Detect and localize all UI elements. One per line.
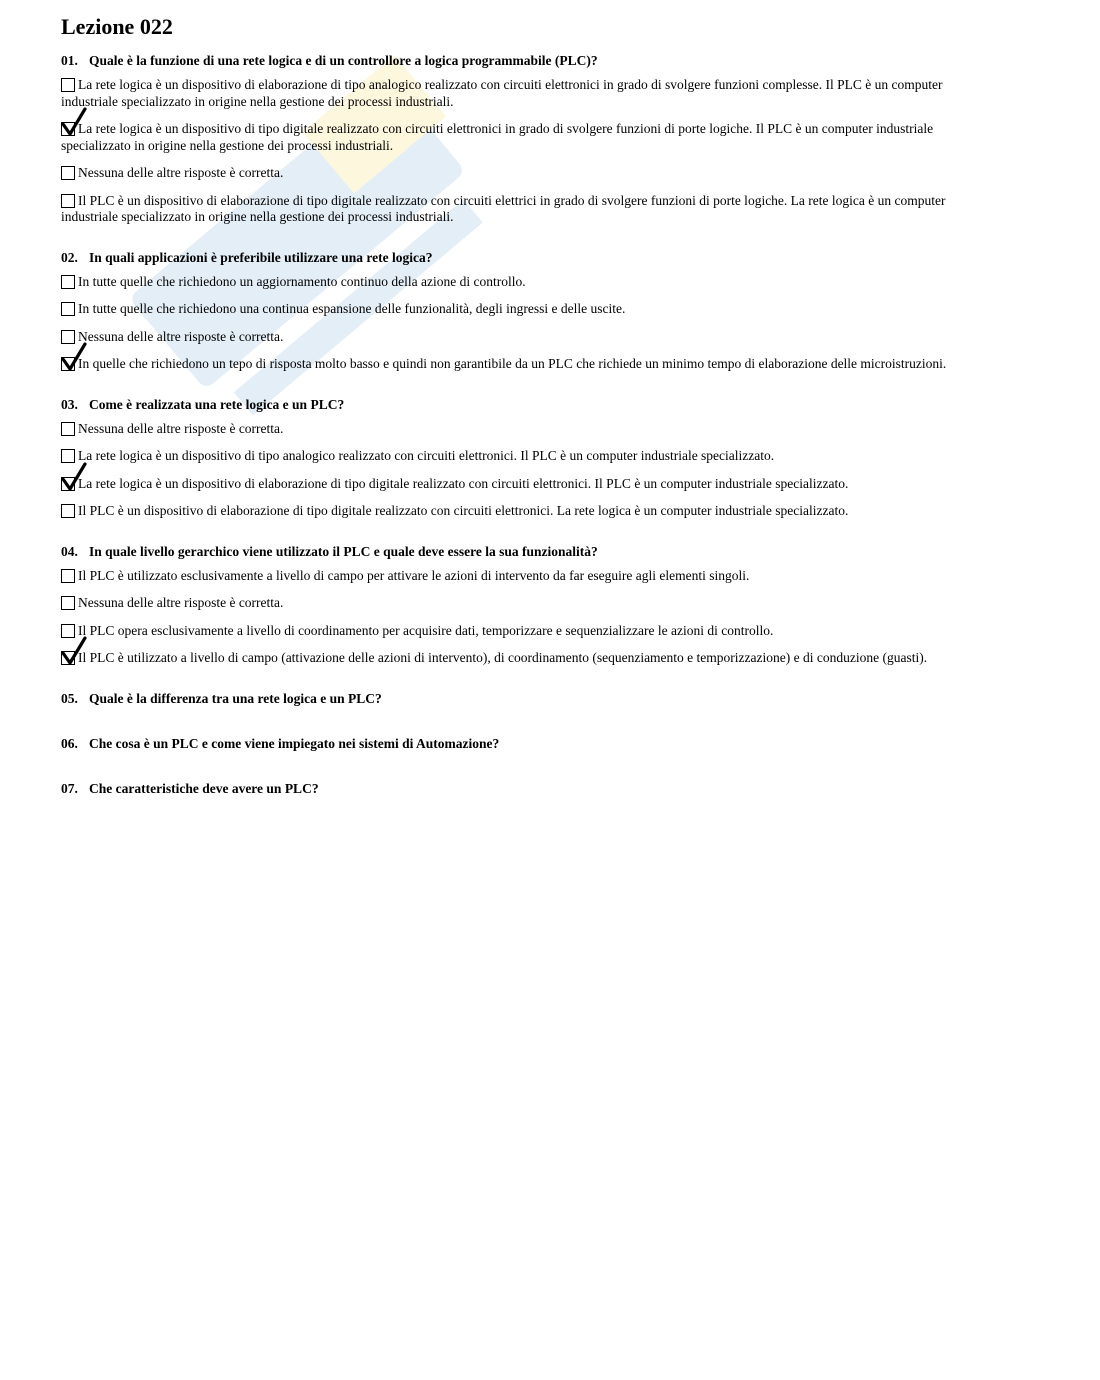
open-question [61, 690, 1061, 708]
question-heading [61, 249, 1061, 267]
question-heading [61, 543, 1061, 561]
answer-option [61, 568, 996, 585]
answer-text: Nessuna delle altre risposte è corretta. [78, 328, 284, 344]
answer-option [61, 301, 996, 318]
question-text: Come è realizzata una rete logica e un PLC? [89, 396, 345, 412]
question-block [61, 249, 1061, 396]
answer-text: Nessuna delle altre risposte è corretta. [78, 420, 284, 436]
question-block [61, 396, 1061, 543]
answer-checkbox[interactable] [61, 569, 75, 583]
answer-option [61, 595, 996, 612]
answer-checkbox-checked[interactable] [61, 477, 75, 491]
answer-option [61, 421, 996, 438]
answer-option [61, 193, 996, 226]
question-text: Quale è la funzione di una rete logica e di un controllore a logica programmabile (PLC)? [89, 53, 598, 68]
question-number: 03. [61, 396, 78, 412]
question-text: Che caratteristiche deve avere un PLC? [89, 780, 319, 796]
question-block [61, 52, 1061, 249]
answer-text: In quelle che richiedono un tepo di risposta molto basso e quindi non garantibile da un PLC che richiede un minimo tempo di elaborazione delle microistruzioni. [78, 356, 947, 371]
answer-checkbox-checked[interactable] [61, 122, 75, 136]
answer-checkbox[interactable] [61, 166, 75, 180]
answer-text: Il PLC è utilizzato esclusivamente a livello di campo per attivare le azioni di intervento da far eseguire agli elementi singoli. [78, 567, 750, 583]
checkmark-icon [60, 342, 88, 372]
question-list [61, 52, 1061, 690]
question-text: In quali applicazioni è preferibile utilizzare una rete logica? [89, 249, 433, 265]
question-spacer [61, 384, 1061, 396]
answer-text: La rete logica è un dispositivo di tipo digitale realizzato con circuiti elettronici in grado di svolgere funzioni di porte logiche. Il PLC è un computer industriale specializzato in origine nella gestione dei processi industriali. [61, 121, 934, 153]
answer-text: In tutte quelle che richiedono una continua espansione delle funzionalità, degli ingressi e delle uscite. [78, 301, 626, 316]
question-heading [61, 396, 1061, 414]
answer-option [61, 503, 996, 520]
question-number: 02. [61, 249, 78, 265]
answer-checkbox[interactable] [61, 194, 75, 208]
answer-checkbox[interactable] [61, 422, 75, 436]
answer-checkbox-checked[interactable] [61, 651, 75, 665]
answer-option [61, 448, 996, 465]
answer-option [61, 77, 996, 110]
answer-option [61, 623, 996, 640]
document-page [61, 12, 1061, 825]
page-title: Lezione 022 [61, 14, 173, 39]
answer-checkbox-checked[interactable] [61, 357, 75, 371]
answer-text: Nessuna delle altre risposte è corretta. [78, 595, 284, 610]
checkmark-icon [60, 462, 88, 492]
checkmark-icon [60, 107, 88, 137]
answer-option [61, 476, 996, 493]
question-text: In quale livello gerarchico viene utilizzato il PLC e quale deve essere la sua funzionalità? [89, 543, 598, 559]
answer-option [61, 165, 996, 182]
answer-checkbox[interactable] [61, 596, 75, 610]
question-spacer [61, 237, 1061, 249]
open-question-list [61, 690, 1061, 798]
answer-text: Nessuna delle altre risposte è corretta. [78, 165, 284, 180]
question-number: 05. [61, 690, 78, 706]
answer-text: In tutte quelle che richiedono un aggiornamento continuo della azione di controllo. [78, 273, 526, 289]
answer-option [61, 274, 996, 291]
answer-checkbox[interactable] [61, 302, 75, 316]
answer-text: Il PLC è un dispositivo di elaborazione di tipo digitale realizzato con circuiti elettrici in grado di svolgere funzioni di porte logiche. La rete logica è un computer industriale specializzato in origine nella gestione dei processi industriali. [61, 192, 946, 224]
question-number: 04. [61, 543, 78, 559]
question-spacer [61, 678, 1061, 690]
question-text: Che cosa è un PLC e come viene impiegato nei sistemi di Automazione? [89, 735, 500, 751]
answer-text: Il PLC è utilizzato a livello di campo (attivazione delle azioni di intervento), di coordinamento (sequenziamento e temporizzazione) e di conduzione (guasti). [78, 650, 928, 665]
question-spacer [61, 531, 1061, 543]
open-question [61, 780, 1061, 798]
question-block [61, 543, 1061, 690]
answer-text: La rete logica è un dispositivo di elaborazione di tipo analogico realizzato con circuiti elettronici in grado di svolgere funzioni complesse. Il PLC è un computer industriale specializzato in origine nella gestione dei processi industriali. [61, 77, 943, 109]
question-number: 01. [61, 53, 78, 68]
answer-checkbox[interactable] [61, 275, 75, 289]
open-question [61, 735, 1061, 753]
answer-checkbox[interactable] [61, 504, 75, 518]
question-number: 06. [61, 735, 78, 751]
answer-text: La rete logica è un dispositivo di tipo analogico realizzato con circuiti elettronici. Il PLC è un computer industriale specializzato. [78, 448, 775, 463]
answer-text: Il PLC è un dispositivo di elaborazione di tipo digitale realizzato con circuiti elettronici. La rete logica è un computer industriale specializzato. [78, 503, 849, 518]
checkmark-icon [60, 636, 88, 666]
answer-text: Il PLC opera esclusivamente a livello di coordinamento per acquisire dati, temporizzare e sequenzializzare le azioni di controllo. [78, 622, 774, 638]
answer-option [61, 121, 996, 154]
question-number: 07. [61, 780, 78, 796]
answer-checkbox[interactable] [61, 78, 75, 92]
question-heading [61, 52, 1061, 70]
answer-option [61, 650, 996, 667]
answer-option [61, 356, 996, 373]
answer-option [61, 329, 996, 346]
question-text: Quale è la differenza tra una rete logica e un PLC? [89, 690, 382, 706]
answer-text: La rete logica è un dispositivo di elaborazione di tipo digitale realizzato con circuiti elettronici. Il PLC è un computer industriale specializzato. [78, 475, 849, 491]
